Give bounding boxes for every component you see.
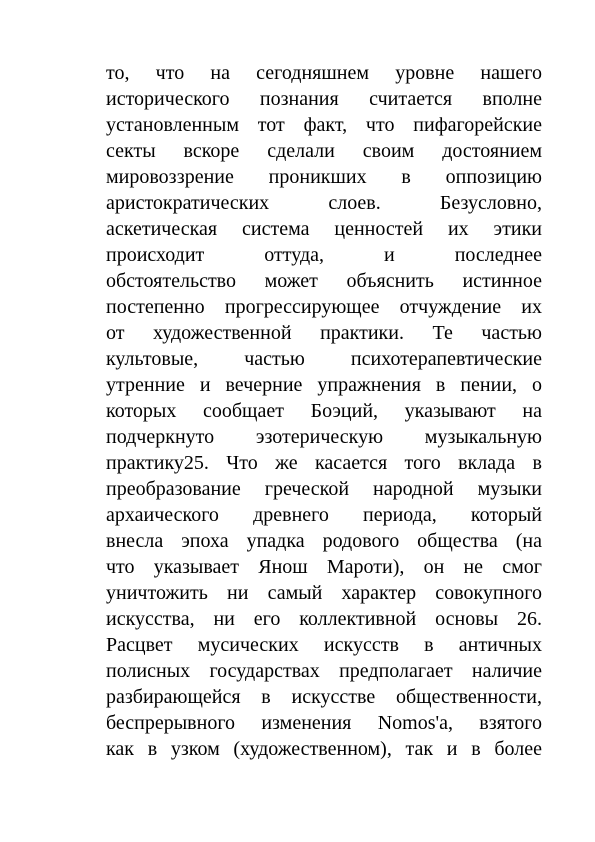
- text-line: культовые, частью психотерапевтические: [106, 348, 542, 370]
- text-line: беспрерывного изменения Nomos'a, взятого: [106, 712, 542, 734]
- text-line: Расцвет мусических искусств в античных: [106, 634, 542, 656]
- text-line: мировоззрение проникших в оппозицию: [106, 166, 542, 188]
- text-line: что указывает Янош Мароти), он не смог: [106, 556, 542, 578]
- text-line: которых сообщает Боэций, указывают на: [106, 400, 542, 422]
- text-line: аристократических слоев. Безусловно,: [106, 192, 542, 214]
- text-line: внесла эпоха упадка родового общества (на: [106, 530, 542, 552]
- text-line: разбирающейся в искусстве общественности,: [106, 686, 542, 708]
- text-line: архаического древнего периода, который: [106, 504, 542, 526]
- text-line: секты вскоре сделали своим достоянием: [106, 140, 542, 162]
- text-line: исторического познания считается вполне: [106, 88, 542, 110]
- text-line: происходит оттуда, и последнее: [106, 244, 542, 266]
- text-line: подчеркнуто эзотерическую музыкальную: [106, 426, 542, 448]
- text-line: уничтожить ни самый характер совокупного: [106, 582, 542, 604]
- text-line: преобразование греческой народной музыки: [106, 478, 542, 500]
- body-text: [106, 60, 542, 762]
- text-line: от художественной практики. Те частью: [106, 322, 542, 344]
- text-line: аскетическая система ценностей их этики: [106, 218, 542, 240]
- text-line: постепенно прогрессирующее отчуждение их: [106, 296, 542, 318]
- text-line: искусства, ни его коллективной основы 26.: [106, 608, 542, 630]
- text-line: полисных государствах предполагает наличие: [106, 660, 542, 682]
- text-line: как в узком (художественном), так и в более: [106, 738, 542, 760]
- text-line: практику25. Что же касается того вклада в: [106, 452, 542, 474]
- text-line: обстоятельство может объяснить истинное: [106, 270, 542, 292]
- text-line: то, что на сегодняшнем уровне нашего: [106, 62, 542, 84]
- text-line: утренние и вечерние упражнения в пении, о: [106, 374, 542, 396]
- text-line: установленным тот факт, что пифагорейские: [106, 114, 542, 136]
